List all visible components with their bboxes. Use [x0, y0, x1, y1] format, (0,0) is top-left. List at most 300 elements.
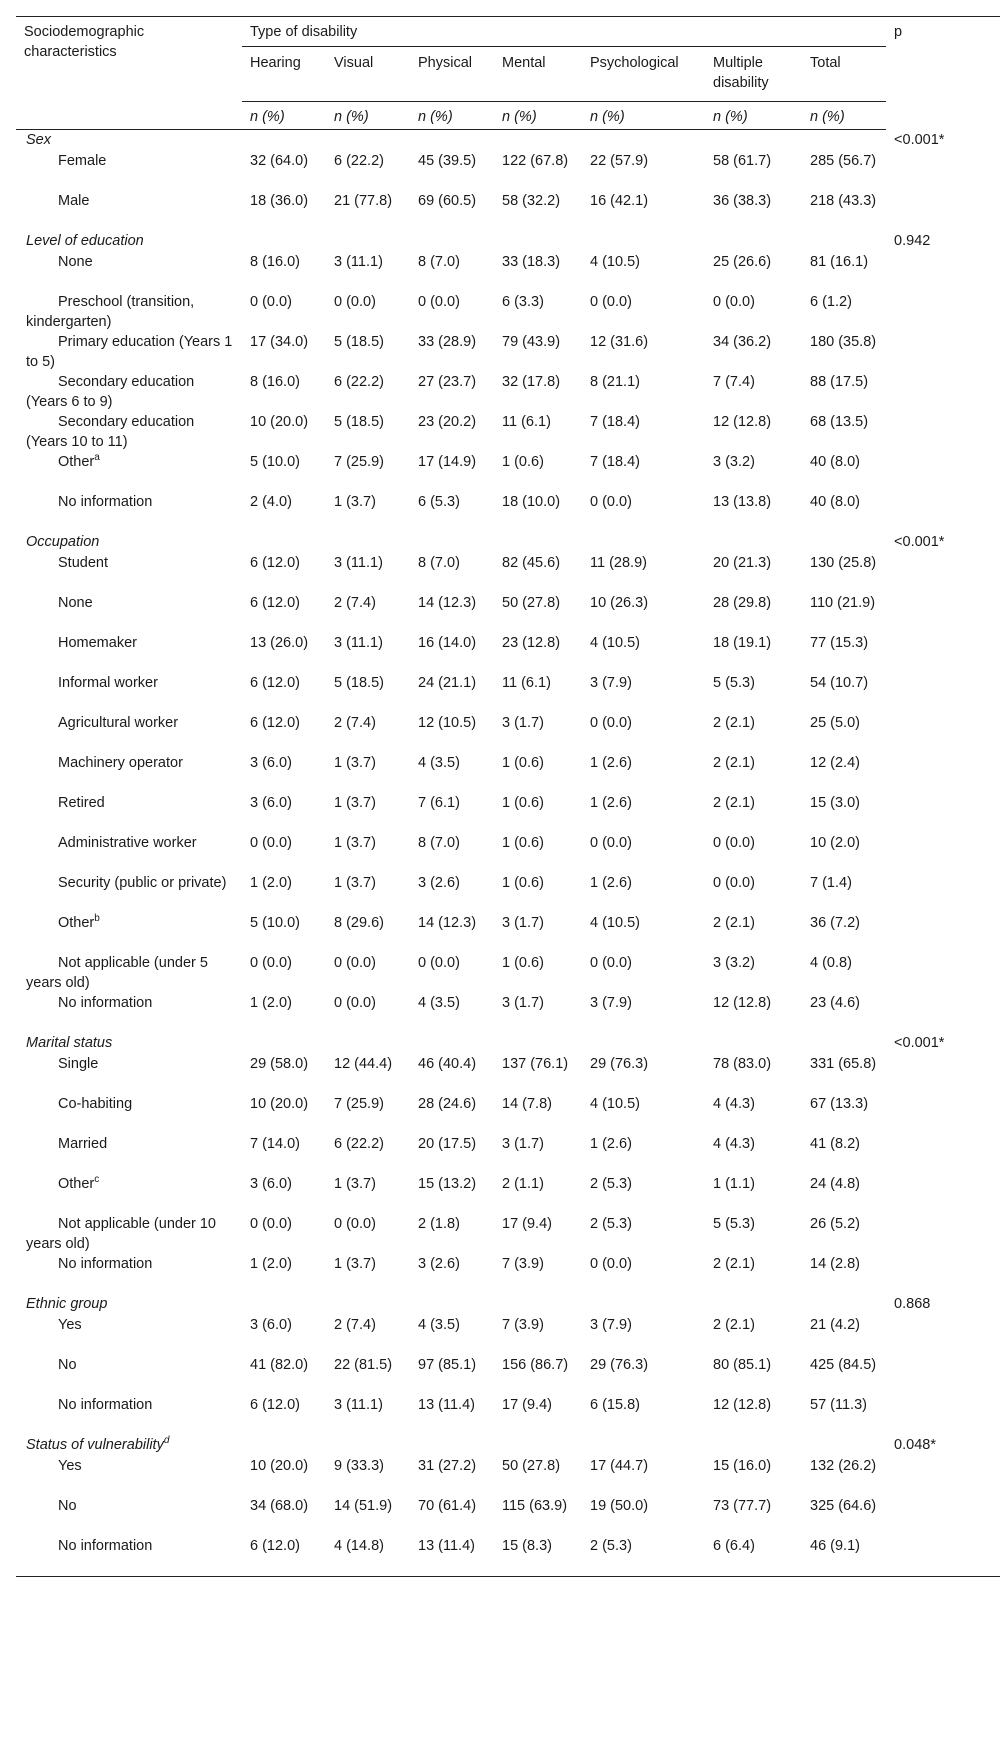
table-row	[16, 492, 1000, 532]
row-label	[16, 1355, 242, 1395]
table-cell: 3 (6.0)	[250, 1317, 292, 1333]
footnote-marker: b	[94, 913, 100, 925]
row-label	[16, 1315, 242, 1355]
table-cell: 33 (18.3)	[502, 254, 561, 270]
table-cell: 7 (7.4)	[713, 374, 755, 390]
table-cell: 13 (11.4)	[410, 1536, 494, 1577]
table-cell: 23 (20.2)	[418, 414, 477, 430]
table-cell: 78 (83.0)	[713, 1056, 772, 1072]
table-cell: 7 (18.4)	[590, 454, 640, 470]
row-label-text: Informal worker	[58, 675, 158, 691]
table-row	[16, 1254, 1000, 1294]
section-title	[16, 130, 886, 152]
table-cell: 15 (16.0)	[713, 1458, 772, 1474]
table-cell: 20 (21.3)	[713, 555, 772, 571]
table-cell: 1 (3.7)	[334, 1176, 376, 1192]
table-cell: 4 (3.5)	[418, 995, 460, 1011]
table-header	[16, 17, 1000, 130]
row-label-text: Yes	[58, 1317, 82, 1333]
section-title-text: Level of education	[26, 233, 144, 249]
p-value-empty	[886, 753, 1000, 793]
row-label	[16, 151, 242, 191]
table-cell: 73 (77.7)	[713, 1498, 772, 1514]
table-cell: 2 (4.0)	[250, 494, 292, 510]
table-cell: 32 (64.0)	[250, 153, 309, 169]
header-unit: n (%)	[705, 102, 802, 130]
row-label-text: Co-habiting	[58, 1096, 133, 1112]
table-cell: 3 (2.6)	[418, 1256, 460, 1272]
table-cell: 1 (3.7)	[334, 755, 376, 771]
row-label-text: Yes	[58, 1458, 82, 1474]
table-cell: 69 (60.5)	[418, 193, 477, 209]
p-value-empty	[886, 593, 1000, 633]
table-row	[16, 1054, 1000, 1094]
p-value-empty	[886, 913, 1000, 953]
header-col-psychological: Psychological	[582, 47, 705, 102]
row-label-text: None	[58, 595, 93, 611]
footnote-marker: a	[94, 452, 100, 464]
table-cell: 0 (0.0)	[250, 835, 292, 851]
row-label-text: No information	[58, 1256, 153, 1272]
header-spacer	[16, 102, 242, 130]
header-col-total: Total	[802, 47, 886, 102]
table-cell: 2 (5.3)	[590, 1216, 632, 1232]
p-value-empty	[886, 1214, 1000, 1254]
header-unit: n (%)	[494, 102, 582, 130]
row-label	[16, 1254, 242, 1294]
table-row	[16, 1496, 1000, 1536]
table-cell: 3 (7.9)	[590, 1317, 632, 1333]
row-label	[16, 1536, 242, 1577]
row-label	[16, 1054, 242, 1094]
row-label-text: Security (public or private)	[58, 875, 227, 891]
row-label	[16, 553, 242, 593]
section-row	[16, 1294, 1000, 1315]
table-cell: 1 (0.6)	[502, 454, 544, 470]
table-cell: 3 (7.9)	[590, 995, 632, 1011]
header-col-physical: Physical	[410, 47, 494, 102]
row-label-text: No information	[58, 1397, 153, 1413]
header-unit: n (%)	[242, 102, 326, 130]
section-row	[16, 1033, 1000, 1054]
row-label	[16, 633, 242, 673]
header-col-mental: Mental	[494, 47, 582, 102]
section-title	[16, 1294, 886, 1315]
table-row	[16, 1456, 1000, 1496]
table-cell: 3 (6.0)	[250, 755, 292, 771]
table-cell: 6 (15.8)	[590, 1397, 640, 1413]
table-cell: 23 (12.8)	[502, 635, 561, 651]
table-cell: 2 (2.1)	[713, 915, 755, 931]
table-cell: 17 (9.4)	[502, 1216, 552, 1232]
table-row	[16, 1094, 1000, 1134]
row-label	[16, 713, 242, 753]
table-cell: 3 (1.7)	[502, 915, 544, 931]
table-row	[16, 292, 1000, 332]
table-cell: 1 (3.7)	[334, 835, 376, 851]
table-cell: 4 (10.5)	[590, 1096, 640, 1112]
section-title	[16, 231, 886, 252]
header-col-visual: Visual	[326, 47, 410, 102]
footnote-marker: c	[94, 1174, 100, 1186]
table-cell: 0 (0.0)	[590, 835, 632, 851]
table-cell: 8 (7.0)	[418, 254, 460, 270]
table-cell: 12 (2.4)	[810, 755, 860, 771]
table-cell: 67 (13.3)	[810, 1096, 869, 1112]
table-cell: 3 (6.0)	[250, 795, 292, 811]
table-cell: 88 (17.5)	[810, 374, 869, 390]
table-cell: 12 (12.8)	[713, 995, 772, 1011]
table-cell: 5 (18.5)	[334, 334, 384, 350]
table-cell: 1 (2.6)	[590, 1136, 632, 1152]
table-cell: 11 (28.9)	[590, 555, 647, 571]
section-row	[16, 532, 1000, 553]
table-cell: 13 (11.4)	[418, 1397, 475, 1413]
table-cell: 15 (3.0)	[810, 795, 860, 811]
table-cell: 1 (2.0)	[250, 1256, 292, 1272]
section-title	[16, 532, 886, 553]
table-cell: 4 (0.8)	[810, 955, 852, 971]
table-cell: 81 (16.1)	[810, 254, 869, 270]
table-cell: 2 (7.4)	[334, 595, 376, 611]
table-cell: 1 (0.6)	[502, 835, 544, 851]
p-value-empty	[886, 1134, 1000, 1174]
table-cell: 50 (27.8)	[502, 595, 561, 611]
table-row	[16, 1214, 1000, 1254]
row-label-text: No information	[58, 494, 153, 510]
table-cell: 6 (12.0)	[250, 675, 300, 691]
table-cell: 1 (0.6)	[502, 795, 544, 811]
table-cell: 0 (0.0)	[418, 955, 460, 971]
table-cell: 23 (4.6)	[810, 995, 860, 1011]
table-cell: 1 (3.7)	[334, 875, 376, 891]
table-cell: 0 (0.0)	[713, 294, 755, 310]
table-cell: 218 (43.3)	[810, 193, 877, 209]
row-label	[16, 1094, 242, 1134]
table-cell: 13 (13.8)	[713, 494, 772, 510]
table-cell: 1 (0.6)	[502, 955, 544, 971]
table-cell: 17 (14.9)	[418, 454, 477, 470]
row-label	[16, 833, 242, 873]
table-cell: 54 (10.7)	[810, 675, 869, 691]
table-cell: 3 (3.2)	[713, 955, 755, 971]
table-cell: 36 (7.2)	[810, 915, 860, 931]
table-row	[16, 1315, 1000, 1355]
table-cell: 10 (20.0)	[250, 414, 309, 430]
table-cell: 3 (11.1)	[334, 1397, 383, 1413]
table-cell: 7 (25.9)	[334, 1096, 384, 1112]
table-cell: 0 (0.0)	[713, 835, 755, 851]
table-cell: 6 (22.2)	[334, 374, 384, 390]
table-cell: 1 (3.7)	[334, 1256, 376, 1272]
table-cell: 3 (2.6)	[418, 875, 460, 891]
table-cell: 58 (32.2)	[502, 193, 561, 209]
table-cell: 2 (5.3)	[582, 1536, 705, 1577]
table-cell: 1 (0.6)	[502, 755, 544, 771]
header-unit: n (%)	[410, 102, 494, 130]
table-cell: 7 (3.9)	[502, 1256, 544, 1272]
row-label	[16, 753, 242, 793]
table-row	[16, 151, 1000, 191]
table-cell: 41 (8.2)	[810, 1136, 860, 1152]
p-value-empty	[886, 713, 1000, 753]
table-cell: 0 (0.0)	[418, 294, 460, 310]
row-label-text: None	[58, 254, 93, 270]
row-label-text: No	[58, 1498, 77, 1514]
row-label-text: Secondary education (Years 10 to 11)	[26, 414, 195, 450]
table-cell: 2 (2.1)	[713, 1317, 755, 1333]
table-cell: 26 (5.2)	[810, 1216, 860, 1232]
table-cell: 28 (29.8)	[713, 595, 772, 611]
table-cell: 12 (31.6)	[590, 334, 649, 350]
table-cell: 70 (61.4)	[418, 1498, 477, 1514]
table-cell: 10 (26.3)	[590, 595, 649, 611]
table-cell: 57 (11.3)	[810, 1397, 867, 1413]
table-cell: 0 (0.0)	[590, 715, 632, 731]
table-cell: 4 (4.3)	[713, 1136, 755, 1152]
p-value-empty	[886, 1536, 1000, 1577]
table-row	[16, 1536, 1000, 1577]
table-cell: 1 (2.6)	[590, 795, 632, 811]
table-row	[16, 673, 1000, 713]
table-cell: 3 (1.7)	[502, 995, 544, 1011]
table-row	[16, 593, 1000, 633]
table-cell: 2 (1.1)	[502, 1176, 544, 1192]
table-cell: 14 (7.8)	[502, 1096, 552, 1112]
table-cell: 8 (7.0)	[418, 555, 460, 571]
table-cell: 29 (76.3)	[590, 1357, 649, 1373]
p-value-empty	[886, 633, 1000, 673]
row-label	[16, 492, 242, 532]
table-cell: 29 (58.0)	[250, 1056, 309, 1072]
p-value-empty	[886, 412, 1000, 452]
table-cell: 180 (35.8)	[810, 334, 877, 350]
table-cell: 6 (5.3)	[418, 494, 460, 510]
row-label	[16, 1214, 242, 1254]
table-cell: 6 (6.4)	[705, 1536, 802, 1577]
table-cell: 6 (12.0)	[250, 715, 300, 731]
table-cell: 7 (14.0)	[250, 1136, 300, 1152]
table-row	[16, 452, 1000, 492]
table-cell: 28 (24.6)	[418, 1096, 477, 1112]
table-cell: 46 (9.1)	[802, 1536, 886, 1577]
table-cell: 115 (63.9)	[502, 1498, 568, 1514]
p-value-empty	[886, 1054, 1000, 1094]
table-row	[16, 372, 1000, 412]
table-cell: 97 (85.1)	[418, 1357, 477, 1373]
table-cell: 0 (0.0)	[250, 294, 292, 310]
table-cell: 58 (61.7)	[713, 153, 772, 169]
table-cell: 110 (21.9)	[810, 595, 876, 611]
table-cell: 4 (10.5)	[590, 915, 640, 931]
table-cell: 8 (16.0)	[250, 374, 300, 390]
footnote-marker: d	[163, 1435, 170, 1447]
table-cell: 14 (12.3)	[418, 595, 477, 611]
table-cell: 6 (1.2)	[810, 294, 852, 310]
table-cell: 1 (0.6)	[502, 875, 544, 891]
table-cell: 7 (3.9)	[502, 1317, 544, 1333]
table-cell: 331 (65.8)	[810, 1056, 877, 1072]
row-label	[16, 1395, 242, 1435]
row-label-text: No information	[58, 995, 153, 1011]
table-cell: 1 (2.0)	[250, 875, 292, 891]
table-cell: 25 (26.6)	[713, 254, 772, 270]
table-cell: 41 (82.0)	[250, 1357, 309, 1373]
p-value-empty	[886, 1395, 1000, 1435]
table-cell: 82 (45.6)	[502, 555, 561, 571]
table-cell: 1 (2.6)	[590, 875, 632, 891]
table-cell: 3 (1.7)	[502, 1136, 544, 1152]
table-cell: 5 (10.0)	[250, 454, 300, 470]
table-cell: 34 (36.2)	[713, 334, 772, 350]
table-cell: 325 (64.6)	[810, 1498, 877, 1514]
row-label-text: Not applicable (under 5 years old)	[26, 955, 208, 991]
row-label-text: Male	[58, 193, 90, 209]
table-cell: 7 (1.4)	[810, 875, 852, 891]
table-cell: 12 (12.8)	[713, 1397, 772, 1413]
p-value-empty	[886, 953, 1000, 993]
table-cell: 20 (17.5)	[418, 1136, 477, 1152]
p-value-empty	[886, 553, 1000, 593]
section-title	[16, 1435, 886, 1456]
table-cell: 6 (12.0)	[250, 1397, 300, 1413]
section-row	[16, 1435, 1000, 1456]
table-cell: 15 (8.3)	[494, 1536, 582, 1577]
row-label	[16, 913, 242, 953]
p-value-empty	[886, 793, 1000, 833]
table-cell: 2 (7.4)	[334, 715, 376, 731]
table-cell: 17 (9.4)	[502, 1397, 552, 1413]
p-value-empty	[886, 833, 1000, 873]
table-cell: 6 (12.0)	[242, 1536, 326, 1577]
table-cell: 14 (12.3)	[418, 915, 477, 931]
table-cell: 8 (16.0)	[250, 254, 300, 270]
table-cell: 3 (3.2)	[713, 454, 755, 470]
table-cell: 25 (5.0)	[810, 715, 860, 731]
row-label	[16, 1496, 242, 1536]
p-value-empty	[886, 492, 1000, 532]
p-value-empty	[886, 372, 1000, 412]
table-cell: 0 (0.0)	[590, 494, 632, 510]
row-label	[16, 953, 242, 993]
table-row	[16, 553, 1000, 593]
row-label	[16, 793, 242, 833]
table-cell: 3 (11.1)	[334, 555, 383, 571]
table-cell: 8 (21.1)	[590, 374, 640, 390]
row-label	[16, 873, 242, 913]
table-cell: 1 (1.1)	[713, 1176, 755, 1192]
table-cell: 2 (2.1)	[713, 755, 755, 771]
row-label	[16, 1456, 242, 1496]
table-cell: 5 (18.5)	[334, 414, 384, 430]
row-label-text: Administrative worker	[58, 835, 197, 851]
table-row	[16, 833, 1000, 873]
row-label-text: Retired	[58, 795, 105, 811]
p-value: <0.001*	[894, 1035, 945, 1051]
table-row	[16, 1355, 1000, 1395]
header-col-multiple: Multiple disability	[705, 47, 802, 102]
table-cell: 29 (76.3)	[590, 1056, 649, 1072]
table-row	[16, 873, 1000, 913]
table-cell: 32 (17.8)	[502, 374, 561, 390]
row-label-text: Other	[58, 454, 95, 470]
table-row	[16, 913, 1000, 953]
table-row	[16, 191, 1000, 231]
table-cell: 17 (44.7)	[590, 1458, 649, 1474]
table-cell: 12 (12.8)	[713, 414, 772, 430]
table-cell: 68 (13.5)	[810, 414, 869, 430]
table-cell: 18 (10.0)	[502, 494, 561, 510]
table-cell: 10 (20.0)	[250, 1458, 309, 1474]
table-cell: 5 (10.0)	[250, 915, 300, 931]
table-cell: 8 (7.0)	[418, 835, 460, 851]
row-label	[16, 332, 242, 372]
p-value-empty	[886, 151, 1000, 191]
table-cell: 137 (76.1)	[502, 1056, 569, 1072]
table-cell: 6 (22.2)	[334, 153, 384, 169]
table-cell: 77 (15.3)	[810, 635, 869, 651]
table-cell: 4 (3.5)	[418, 1317, 460, 1333]
table-cell: 0 (0.0)	[590, 1256, 632, 1272]
table-cell: 2 (2.1)	[713, 1256, 755, 1272]
table-row	[16, 1174, 1000, 1214]
section-title-text: Sex	[26, 132, 51, 148]
row-label	[16, 673, 242, 713]
p-value: <0.001*	[894, 131, 945, 148]
row-label-text: No	[58, 1357, 77, 1373]
table-cell: 285 (56.7)	[810, 153, 877, 169]
p-value: 0.868	[894, 1296, 931, 1312]
row-label-text: Secondary education (Years 6 to 9)	[26, 374, 195, 410]
table-cell: 1 (3.7)	[334, 795, 376, 811]
header-p: p	[886, 17, 1000, 130]
row-label	[16, 593, 242, 633]
table-row	[16, 953, 1000, 993]
table-cell: 3 (11.1)	[334, 254, 383, 270]
table-cell: 17 (34.0)	[250, 334, 309, 350]
section-row	[16, 130, 1000, 152]
row-label	[16, 252, 242, 292]
table-cell: 0 (0.0)	[334, 995, 376, 1011]
table-cell: 18 (36.0)	[250, 193, 309, 209]
table-cell: 0 (0.0)	[334, 955, 376, 971]
p-value-empty	[886, 292, 1000, 332]
header-col-hearing: Hearing	[242, 47, 326, 102]
row-label	[16, 191, 242, 231]
table-cell: 36 (38.3)	[713, 193, 772, 209]
p-value-empty	[886, 1174, 1000, 1214]
section-title-text: Status of vulnerability	[26, 1437, 164, 1453]
table-cell: 45 (39.5)	[418, 153, 477, 169]
table-cell: 122 (67.8)	[502, 153, 569, 169]
table-row	[16, 332, 1000, 372]
table-cell: 5 (5.3)	[713, 1216, 755, 1232]
row-label-text: Single	[58, 1056, 99, 1072]
table-cell: 7 (25.9)	[334, 454, 384, 470]
row-label-text: Machinery operator	[58, 755, 183, 771]
p-value: 0.942	[894, 233, 931, 249]
row-label-text: Primary education (Years 1 to 5)	[26, 334, 233, 370]
table-cell: 0 (0.0)	[334, 294, 376, 310]
table-cell: 5 (5.3)	[713, 675, 755, 691]
p-value-empty	[886, 873, 1000, 913]
p-value-empty	[886, 1355, 1000, 1395]
table-cell: 0 (0.0)	[590, 955, 632, 971]
section-title-text: Marital status	[26, 1035, 113, 1051]
table-cell: 13 (26.0)	[250, 635, 309, 651]
section-title-text: Ethnic group	[26, 1296, 108, 1312]
table-cell: 2 (2.1)	[713, 715, 755, 731]
